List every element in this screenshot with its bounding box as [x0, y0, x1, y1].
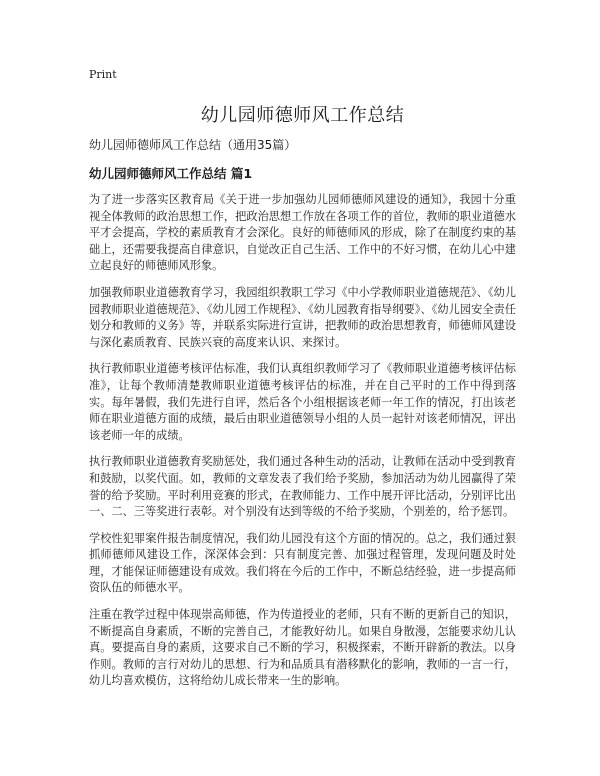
- print-label[interactable]: Print: [89, 68, 117, 81]
- page-title: 幼儿园师德师风工作总结: [200, 105, 405, 126]
- section-heading: 幼儿园师德师风工作总结 篇1: [89, 166, 253, 181]
- paragraph-2: 加强教师职业道德教育学习，我园组织教职工学习《中小学教师职业道德规范》、《幼儿园教师职业道德规范》、《幼儿园工作规程》、《幼儿园教育指导纲要》、《幼儿园安全责任划分和教师的义务》等，并联系实际进行宣讲，把教师的政治思想教育，师德师风建设与深化素质教育、民族兴衰的高度来认识、来探讨。: [89, 285, 516, 349]
- paragraph-5: 学校性犯罪案件报告制度情况，我们幼儿园没有这个方面的情况的。总之，我们通过狠抓师德师风建设工作，深深体会到：只有制度完善、加强过程管理，发现问题及时处理，才能保证师德建设有成效。我们将在今后的工作中，不断总结经验，进一步提高师资队伍的师德水平。: [89, 531, 516, 595]
- paragraph-1: 为了进一步落实区教育局《关于进一步加强幼儿园师德师风建设的通知》，我园十分重视全体教师的政治思想工作，把政治思想工作放在各项工作的首位，教师的职业道德水平才会提高，学校的素质教育才会深化。良好的师德师风的形成，除了在制度约束的基础上，还需要我提高自律意识，自觉改正自己生活、工作中的不好习惯，在幼儿心中建立起良好的师德师风形象。: [89, 193, 516, 273]
- document-subtitle: 幼儿园师德师风工作总结（通用35篇）: [89, 138, 297, 152]
- paragraph-4: 执行教师职业道德教育奖励惩处，我们通过各种生动的活动，让教师在活动中受到教育和鼓励，以奖代面。如，教师的文章发表了我们给予奖励，参加活动为幼儿园赢得了荣誉的给予奖励。平时利用竞赛的形式，在教师能力、工作中展开评比活动，分别评比出一、二、三等奖进行表彰。对个别没有达到等级的不给予奖励，个别差的，给予惩罚。: [89, 455, 516, 519]
- paragraph-6: 注重在教学过程中体现崇高师德，作为传道授业的老师，只有不断的更新自己的知识，不断提高自身素质，不断的完善自己，才能教好幼儿。如果自身散漫，怎能要求幼儿认真。要提高自身的素质，这要求自己不断的学习，积极探索，不断开辟新的教法。以身作则。教师的言行对幼儿的思想、行为和品质具有潜移默化的影响，教师的一言一行，幼儿均喜欢模仿，这将给幼儿成长带来一生的影响。: [89, 608, 516, 688]
- paragraph-3: 执行教师职业道德考核评估标准，我们认真组织教师学习了《教师职业道德考核评估标准》，让每个教师清楚教师职业道德考核评估的标准，并在自己平时的工作中得到落实。每年暑假，我们先进行自评，然后各个小组根据该老师一年工作的情况，打出该老师在职业道德方面的成绩，最后由职业道德领导小组的人员一起针对该老师情况，评出该老师一年的成绩。: [89, 362, 516, 442]
